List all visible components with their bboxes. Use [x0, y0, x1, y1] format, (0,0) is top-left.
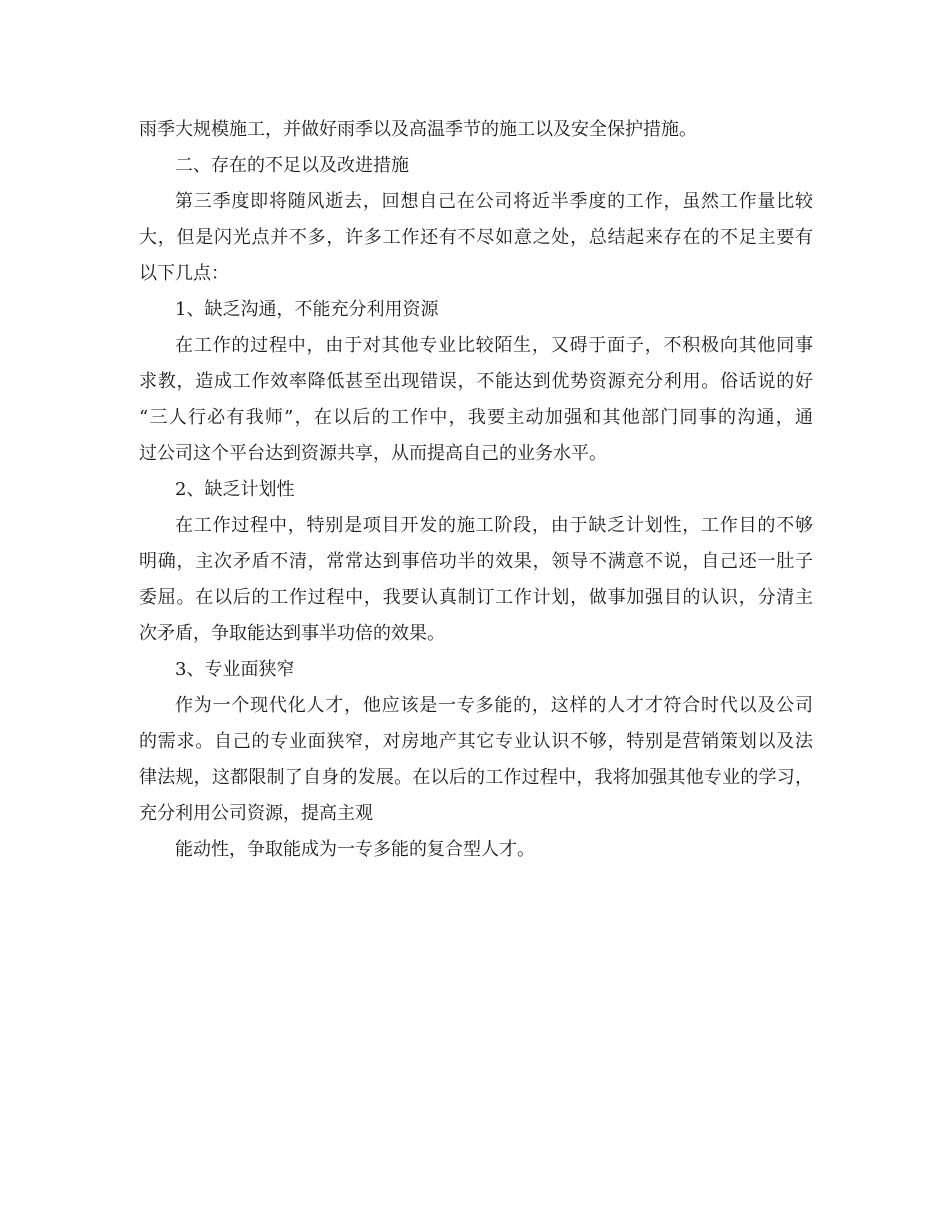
paragraph-line: 第三季度即将随风逝去，回想自己在公司将近半季度的工作，虽然工作量比较 — [175, 191, 813, 212]
paragraph-line: 明确，主次矛盾不清，常常达到事倍功半的效果，领导不满意不说，自己还一肚子 — [139, 551, 813, 572]
subheading: 3、专业面狭窄 — [175, 659, 295, 680]
paragraph-line: 在工作过程中，特别是项目开发的施工阶段，由于缺乏计划性，工作目的不够 — [175, 515, 813, 536]
paragraph-line: 能动性，争取能成为一专多能的复合型人才。 — [175, 839, 535, 860]
section-heading: 二、存在的不足以及改进措施 — [175, 155, 409, 176]
paragraph-line: 充分利用公司资源，提高主观 — [139, 803, 373, 824]
subheading: 2、缺乏计划性 — [175, 479, 295, 500]
paragraph-line: 过公司这个平台达到资源共享，从而提高自己的业务水平。 — [139, 443, 607, 464]
paragraph-line: 的需求。自己的专业面狭窄，对房地产其它专业认识不够，特别是营销策划以及法 — [139, 731, 813, 752]
paragraph-line: 次矛盾，争取能达到事半功倍的效果。 — [139, 623, 445, 644]
paragraph-line: 大，但是闪光点并不多，许多工作还有不尽如意之处，总结起来存在的不足主要有 — [139, 227, 813, 248]
paragraph-line: 作为一个现代化人才，他应该是一专多能的，这样的人才才符合时代以及公司 — [175, 695, 813, 716]
paragraph-line: 委屈。在以后的工作过程中，我要认真制订工作计划，做事加强目的认识，分清主 — [139, 587, 813, 608]
paragraph-line: 在工作的过程中，由于对其他专业比较陌生，又碍于面子，不积极向其他同事 — [175, 335, 813, 356]
paragraph-line: 雨季大规模施工，并做好雨季以及高温季节的施工以及安全保护措施。 — [139, 119, 697, 140]
paragraph-line: “三人行必有我师”，在以后的工作中，我要主动加强和其他部门同事的沟通，通 — [139, 407, 813, 428]
paragraph-line: 律法规，这都限制了自身的发展。在以后的工作过程中，我将加强其他专业的学习， — [139, 767, 813, 788]
paragraph-line: 以下几点： — [139, 263, 229, 284]
subheading: 1、缺乏沟通，不能充分利用资源 — [175, 299, 439, 320]
paragraph-line: 求教，造成工作效率降低甚至出现错误，不能达到优势资源充分利用。俗话说的好 — [139, 371, 813, 392]
